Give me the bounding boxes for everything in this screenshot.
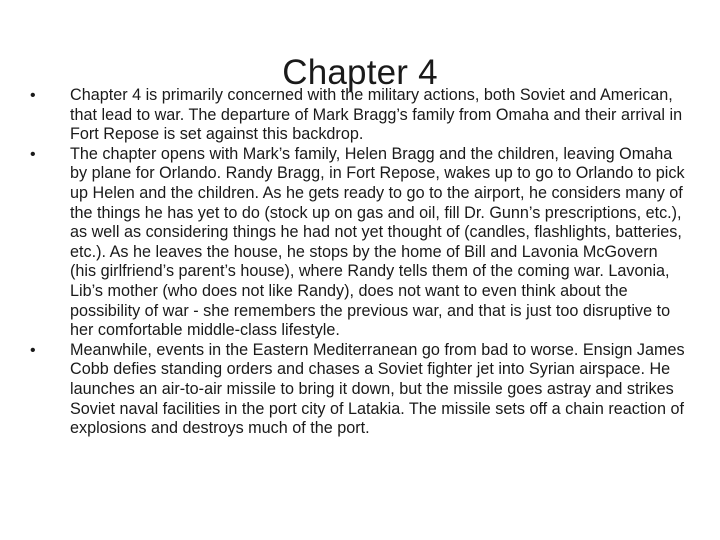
bullet-dot-icon: • xyxy=(30,87,36,104)
bullet-list xyxy=(28,86,688,439)
bullet-text: Chapter 4 is primarily concerned with the military actions, both Soviet and American, that lead to war. The departure of Mark Bragg’s family from Omaha and their arrival in Fort Repose is set against this backdrop. xyxy=(70,86,683,144)
slide-title: Chapter 4 xyxy=(282,53,438,93)
bullet-dot-icon: • xyxy=(30,341,36,359)
bullet-item xyxy=(28,145,688,341)
bullet-dot-icon: • xyxy=(30,145,36,163)
bullet-item xyxy=(28,86,688,145)
bullet-text: Meanwhile, events in the Eastern Mediterranean go from bad to worse. Ensign James Cobb defies standing orders and chases a Soviet fighter jet into Syrian airspace. He launches an air-to-air missile to bring it down, but the missile goes astray and strikes Soviet naval facilities in the port city of Latakia. The missile sets off a chain reaction of explosions and destroys much of the port. xyxy=(70,340,685,438)
bullet-text: The chapter opens with Mark’s family, Helen Bragg and the children, leaving Omaha by plane for Orlando. Randy Bragg, in Fort Repose, wakes up to go to Orlando to pick up Helen and the children. As he gets ready to go to the airport, he considers many of the things he has yet to do (stock up on gas and oil, fill Dr. Gunn’s prescriptions, etc.), as well as considering things he had not yet thought of (candles, flashlights, batteries, etc.). As he leaves the house, he stops by the home of Bill and Lavonia McGovern (his girlfriend’s parent’s house), where Randy tells them of the coming war. Lavonia, Lib’s mother (who does not like Randy), does not want to even think about the possibility of war - she remembers the previous war, and that is just too disruptive to her comfortable middle-class lifestyle. xyxy=(70,144,685,340)
bullet-item xyxy=(28,341,688,439)
